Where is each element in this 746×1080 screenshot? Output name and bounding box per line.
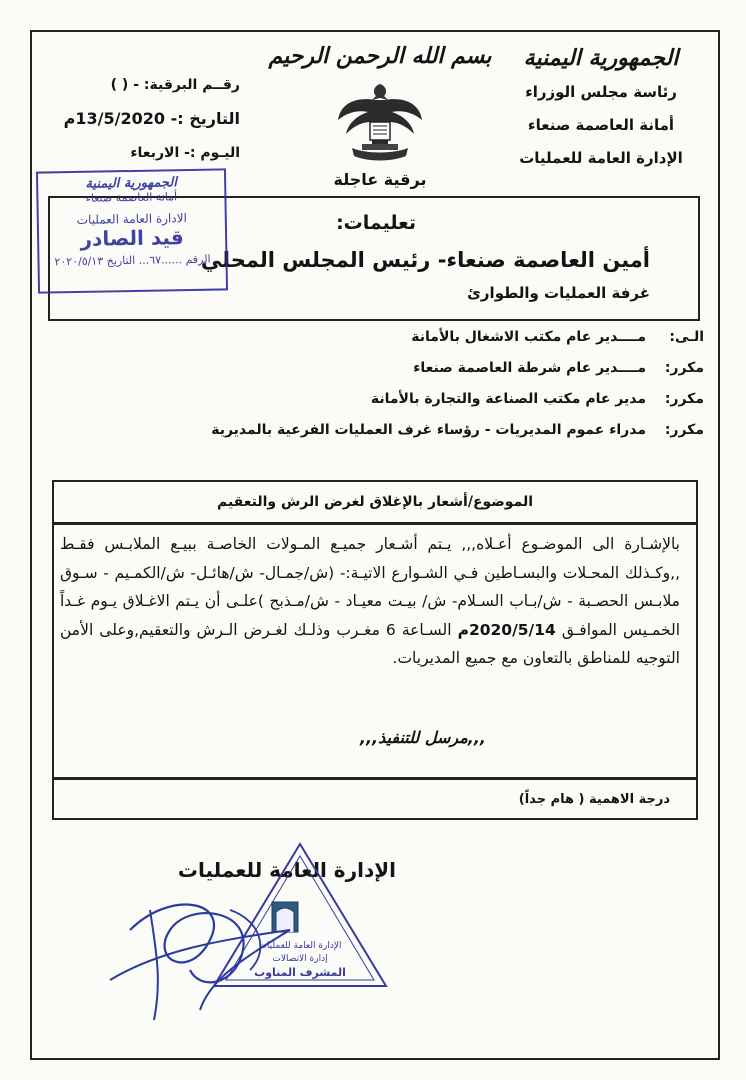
recipient-row	[64, 415, 704, 446]
recipient-value: مــــدير عام مكتب الاشغال بالأمانة	[411, 329, 646, 345]
instructions-recipient: أمين العاصمة صنعاء- رئيس المجلس المحلي	[200, 248, 650, 272]
instructions-room: غرفة العمليات والطوارئ	[467, 284, 650, 302]
stamp-number-date: الرقم ......٦٧... التاريخ ٢٠٢٠/٥/١٣	[54, 252, 211, 269]
subject-line: الموضوع/أشعار بالإغلاق لغرض الرش والتعقيم	[52, 480, 698, 524]
body-text-part2: السـاعة 6 مغـرب وذلـك لغـرض الـرش والتعقيم,وعلى الأمن التوجيه للمناطق بالتعاون مع جميع المديريات.	[60, 620, 680, 667]
basmala: بسم الله الرحمن الرحيم	[268, 44, 492, 69]
triangle-stamp-line1: الإدارة العامة للعمليات	[258, 941, 342, 951]
body-date: 2020/5/14م	[457, 620, 556, 639]
recipient-row	[64, 322, 704, 353]
eagle-emblem-icon	[332, 76, 428, 168]
outgoing-register-stamp	[36, 168, 228, 293]
recipient-value: مدير عام مكتب الصناعة والتجارة بالأمانة	[370, 391, 646, 407]
recipient-label: مكرر:	[664, 422, 704, 438]
recipient-value: مــــدير عام شرطة العاصمة صنعاء	[413, 360, 646, 376]
emblem-block	[260, 40, 500, 189]
cable-day: اليـوم :- الاربعاء	[130, 145, 240, 161]
stamp-directorate: الادارة العامة العمليات	[76, 211, 187, 227]
recipient-value: مدراء عموم المديريات - رؤساء غرف العمليات الفرعية بالمديرية	[211, 422, 646, 438]
recipient-label: مكرر:	[664, 360, 704, 376]
instructions-title: تعليمات:	[336, 212, 416, 234]
cable-number: رقــم البرقية: - ( )	[110, 77, 240, 93]
stamp-secretariat: أمانة العاصمة صنعاء	[85, 190, 178, 205]
recipient-row	[64, 353, 704, 384]
republic-title: الجمهورية اليمنية	[523, 46, 679, 71]
urgent-cable-label: برقية عاجلة	[333, 170, 427, 189]
presidency-title: رئاسة مجلس الوزراء	[525, 83, 677, 101]
triangle-stamp-line2: إدارة الاتصالات	[272, 954, 328, 964]
cable-meta	[40, 68, 240, 170]
triangle-stamp-line3: المشرف المناوب	[254, 966, 346, 979]
body-text-part1: بالإشـارة الى الموضـوع أعـلاه,,, يـتم أشـعار جميـع المـولات الخاصـة ببيـع الملابـس فقـط ,,وكـذلك المحـلات والبسـاطين فـي الشـوارع الاتيـة:- (ش/جمـال- ش/هائـل- ش/الكمـيم - سـوق ملابـس الحصـبة - ش/بـاب السـلام- ش/ بيـت معيـاد - ش/مـذبح )علـى أن يـتم الاغـلاق يـوم غـداً الخمـيس الموافـق	[60, 535, 681, 639]
recipient-row	[64, 384, 704, 415]
recipient-label: مكرر:	[664, 391, 704, 407]
signing-department: الإدارة العامة للعمليات	[177, 858, 396, 882]
stamp-outgoing: قيد الصادر	[80, 225, 184, 251]
cable-date: التاريخ :- 13/5/2020م	[63, 109, 240, 128]
importance-level: درجة الاهمية ( هام جداً)	[518, 792, 670, 807]
directorate-title: الإدارة العامة للعمليات	[519, 149, 683, 167]
recipient-label: الـى:	[669, 329, 704, 345]
recipients-list	[64, 322, 704, 446]
body-paragraph	[60, 530, 680, 673]
secretariat-title: أمانة العاصمة صنعاء	[527, 116, 675, 134]
stamp-republic: الجمهورية اليمنية	[85, 175, 177, 192]
issuer-header	[496, 42, 706, 175]
signature-icon	[90, 870, 380, 1030]
closing-line: ,,,مرسل للتنفيذ,,,	[359, 728, 486, 747]
